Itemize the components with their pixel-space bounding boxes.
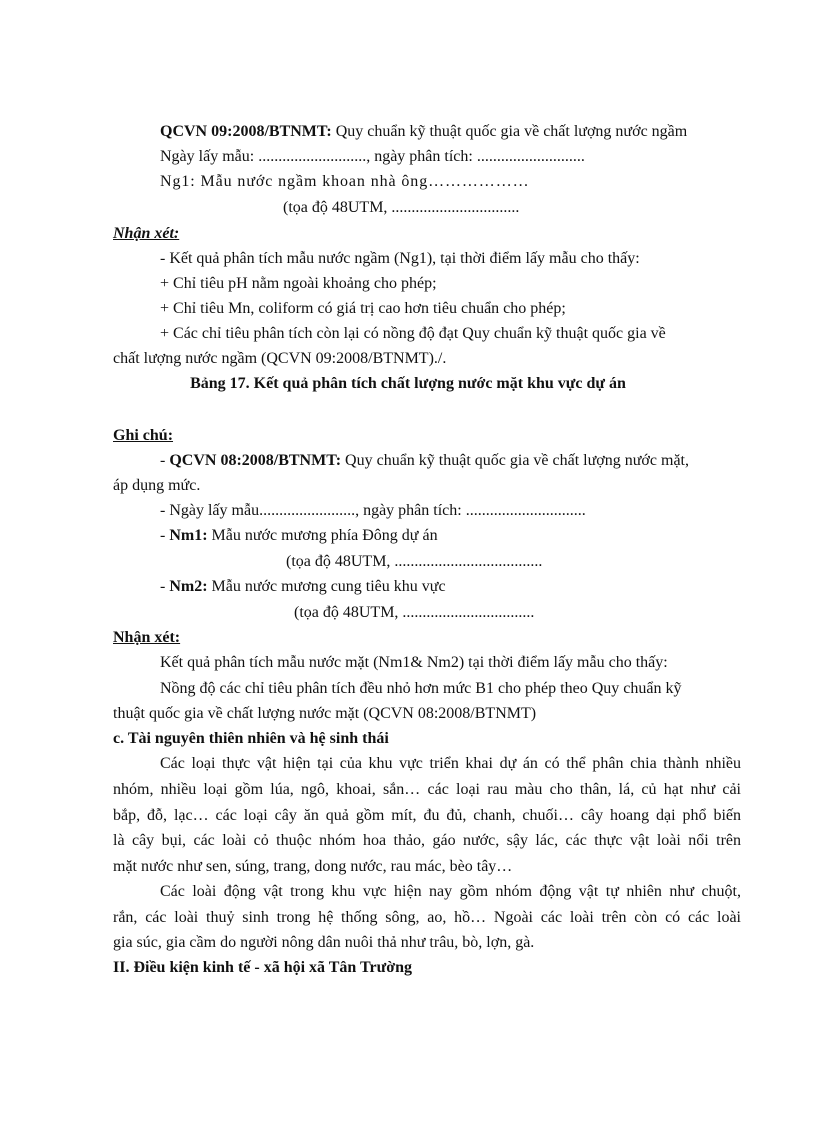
ng1-line: Ng1: Mẫu nước ngầm khoan nhà ông……………… <box>160 173 530 190</box>
sampling-date-line-1: Ngày lấy mẫu: ..........................., ngày phân tích: ........................... <box>160 148 585 165</box>
nm2-code: Nm2: <box>169 578 208 595</box>
sampling-date-line-2: - Ngày lấy mẫu........................, ngày phân tích: .............................. <box>160 502 586 519</box>
flora-line-3: bắp, đỗ, lạc… các loại cây ăn quả gồm mít, đu đủ, chanh, chuối… cây hoang dại phổ biến <box>113 807 741 824</box>
nm2-line <box>160 577 446 597</box>
notes-heading: Ghi chú: <box>113 427 174 444</box>
remark2-line-3: thuật quốc gia về chất lượng nước mặt (QCVN 08:2008/BTNMT) <box>113 705 537 722</box>
ng1-coordinates: (tọa độ 48UTM, ................................ <box>283 199 520 216</box>
flora-line-5: mặt nước như sen, súng, trang, dong nước, rau mác, bèo tây… <box>113 858 513 875</box>
table-caption: Bảng 17. Kết quả phân tích chất lượng nước mặt khu vực dự án <box>190 375 626 392</box>
qcvn09-code: QCVN 09:2008/BTNMT: <box>160 123 332 140</box>
qcvn08-text: Quy chuẩn kỹ thuật quốc gia về chất lượng nước mặt, <box>341 452 689 469</box>
flora-line-4: là cây bụi, các loài cỏ thuộc nhóm hoa thảo, gáo nước, sậy lác, các thực vật loài nổi trên <box>113 832 741 849</box>
nm1-line <box>160 526 438 546</box>
remark1-line-2: + Chỉ tiêu pH nằm ngoài khoảng cho phép; <box>160 275 437 292</box>
section-ii-heading: II. Điều kiện kinh tế - xã hội xã Tân Trường <box>113 959 412 976</box>
qcvn08-line <box>160 451 689 471</box>
flora-line-2: nhóm, nhiều loại gồm lúa, ngô, khoai, sắn… các loại rau màu cho thân, lá, củ hạt như cải <box>113 781 741 798</box>
remark1-line-1: - Kết quả phân tích mẫu nước ngầm (Ng1), tại thời điểm lấy mẫu cho thấy: <box>160 250 640 267</box>
section-c-heading: c. Tài nguyên thiên nhiên và hệ sinh thái <box>113 730 389 747</box>
fauna-line-2: rắn, các loài thuỷ sinh trong hệ thống sông, ao, hồ… Ngoài các loài trên còn có các loài <box>113 909 741 926</box>
nm1-text: Mẫu nước mương phía Đông dự án <box>207 527 438 544</box>
remark1-line-3: + Chỉ tiêu Mn, coliform có giá trị cao hơn tiêu chuẩn cho phép; <box>160 300 566 317</box>
qcvn09-text: Quy chuẩn kỹ thuật quốc gia về chất lượng nước ngầm <box>331 123 688 140</box>
nm1-coordinates: (tọa độ 48UTM, ..................................... <box>286 553 543 570</box>
remark-heading-2: Nhận xét: <box>113 629 181 646</box>
qcvn08-continuation: áp dụng mức. <box>113 477 201 494</box>
fauna-line-3: gia súc, gia cầm do người nông dân nuôi thả như trâu, bò, lợn, gà. <box>113 934 535 951</box>
nm2-prefix: - <box>160 578 170 595</box>
remark2-line-1: Kết quả phân tích mẫu nước mặt (Nm1& Nm2) tại thời điểm lấy mẫu cho thấy: <box>160 654 668 671</box>
qcvn09-line <box>160 122 687 142</box>
remark1-line-5: chất lượng nước ngầm (QCVN 09:2008/BTNMT)./. <box>113 350 447 367</box>
nm1-prefix: - <box>160 527 170 544</box>
remark-heading-1: Nhận xét: <box>113 225 180 242</box>
remark2-line-2: Nồng độ các chỉ tiêu phân tích đều nhỏ hơn mức B1 cho phép theo Quy chuẩn kỹ <box>160 680 682 697</box>
nm1-code: Nm1: <box>169 527 208 544</box>
nm2-coordinates: (tọa độ 48UTM, ................................. <box>294 604 535 621</box>
qcvn08-code: QCVN 08:2008/BTNMT: <box>169 452 342 469</box>
flora-line-1: Các loại thực vật hiện tại của khu vực triển khai dự án có thể phân chia thành nhiều <box>160 755 741 772</box>
fauna-line-1: Các loài động vật trong khu vực hiện nay gồm nhóm động vật tự nhiên như chuột, <box>160 883 741 900</box>
qcvn08-prefix: - <box>160 452 170 469</box>
nm2-text: Mẫu nước mương cung tiêu khu vực <box>207 578 446 595</box>
remark1-line-4: + Các chỉ tiêu phân tích còn lại có nồng độ đạt Quy chuẩn kỹ thuật quốc gia về <box>160 325 666 342</box>
